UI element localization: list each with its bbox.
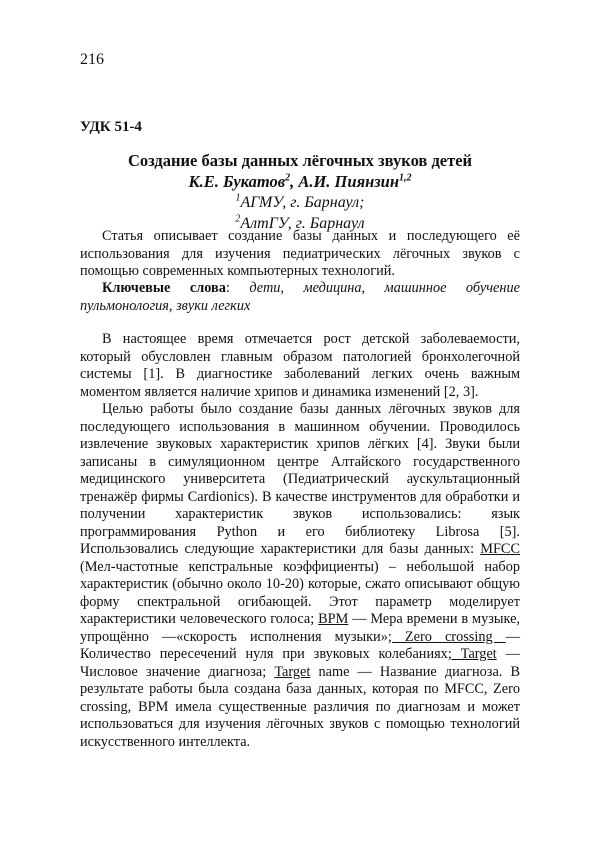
author-separator: , bbox=[290, 172, 299, 191]
abstract: Статья описывает создание базы данных и последующего её использования для изучения педиатрических лёгочных звуков с помощью современных компьютерных технологий. bbox=[80, 228, 520, 279]
affiliation-2-text: АлтГУ, г. Барнаул bbox=[240, 215, 365, 232]
affiliation-1 bbox=[80, 192, 520, 213]
term-mfcc: MFCC bbox=[480, 541, 520, 557]
paragraph-2 bbox=[80, 401, 520, 751]
zero-crossing-description: — Количество пересечений нуля при звуковых колебаниях bbox=[80, 628, 520, 662]
body-text bbox=[80, 331, 520, 751]
udc-code: УДК 51-4 bbox=[80, 119, 142, 135]
mfcc-description: (Мел-частотные кепстральные коэффициенты) – небольшой набор характеристик (обычно около 10-20) которые, сжато описывают общую форму спектральной огибающей. Этот параметр моделирует характеристики человеческого голоса; bbox=[80, 558, 520, 627]
title-block bbox=[80, 150, 520, 234]
keywords-colon: : bbox=[225, 280, 250, 296]
page-number: 216 bbox=[80, 51, 104, 68]
target-description: — Числовое значение диагноза; bbox=[80, 646, 520, 680]
keywords-label: Ключевые слова bbox=[102, 280, 226, 296]
term-target-name: Target bbox=[274, 663, 311, 680]
term-zero-crossing: ; Zero crossing bbox=[387, 628, 506, 645]
paragraph-2-intro: Целью работы было создание базы данных лёгочных звуков для последующего использования в машинном обучении. Проводилось извлечение звуковых характеристик хрипов лёгких [4]. Звуки были записаны в симуляционном центре Алтайского государственного медицинского университета (Педиатрический аускультационный тренажёр фирмы Cardionics). В качестве инструментов для обработки и получении характеристик звуков использовались: язык программирования Python и его библиотеку Librosa [5]. Использовались следующие характеристики для базы данных: bbox=[80, 401, 520, 557]
author-2: А.И. Пиянзин bbox=[298, 172, 400, 191]
target-name-description: name — Название диагноза. В результате работы была создана база данных, которая по MFCC, Zero crossing, BPM имела существенные различия по диагнозам и может использоваться для изучения лёгочных звуков с помощью технологий искусственного интеллекта. bbox=[80, 663, 520, 750]
paragraph-1: В настоящее время отмечается рост детской заболеваемости, который обусловлен главным образом патологией бронхолегочной системы [1]. В диагностике заболеваний легких очень важным моментом является наличие хрипов и динамика изменений [2, 3]. bbox=[80, 331, 520, 400]
article-title: Создание базы данных лёгочных звуков детей bbox=[127, 151, 473, 170]
keywords-text: дети, медицина, машинное обучение пульмонология, звуки легких bbox=[80, 280, 520, 314]
authors-line bbox=[80, 171, 520, 192]
affiliation-2-mark: 2 bbox=[235, 213, 241, 225]
term-target: ; Target bbox=[447, 646, 497, 662]
affiliation-1-text: АГМУ, г. Барнаул; bbox=[240, 194, 365, 211]
affiliation-1-mark: 1 bbox=[235, 192, 241, 204]
author-2-affil-mark: 1,2 bbox=[399, 172, 412, 184]
author-1: К.Е. Букатов bbox=[188, 172, 286, 191]
author-1-affil-mark: 2 bbox=[285, 172, 291, 184]
term-bpm: BPM bbox=[318, 611, 349, 627]
bpm-description: — Мера времени в музыке, упрощённо —«скорость исполнения музыки» bbox=[80, 611, 520, 645]
keywords bbox=[80, 280, 520, 315]
